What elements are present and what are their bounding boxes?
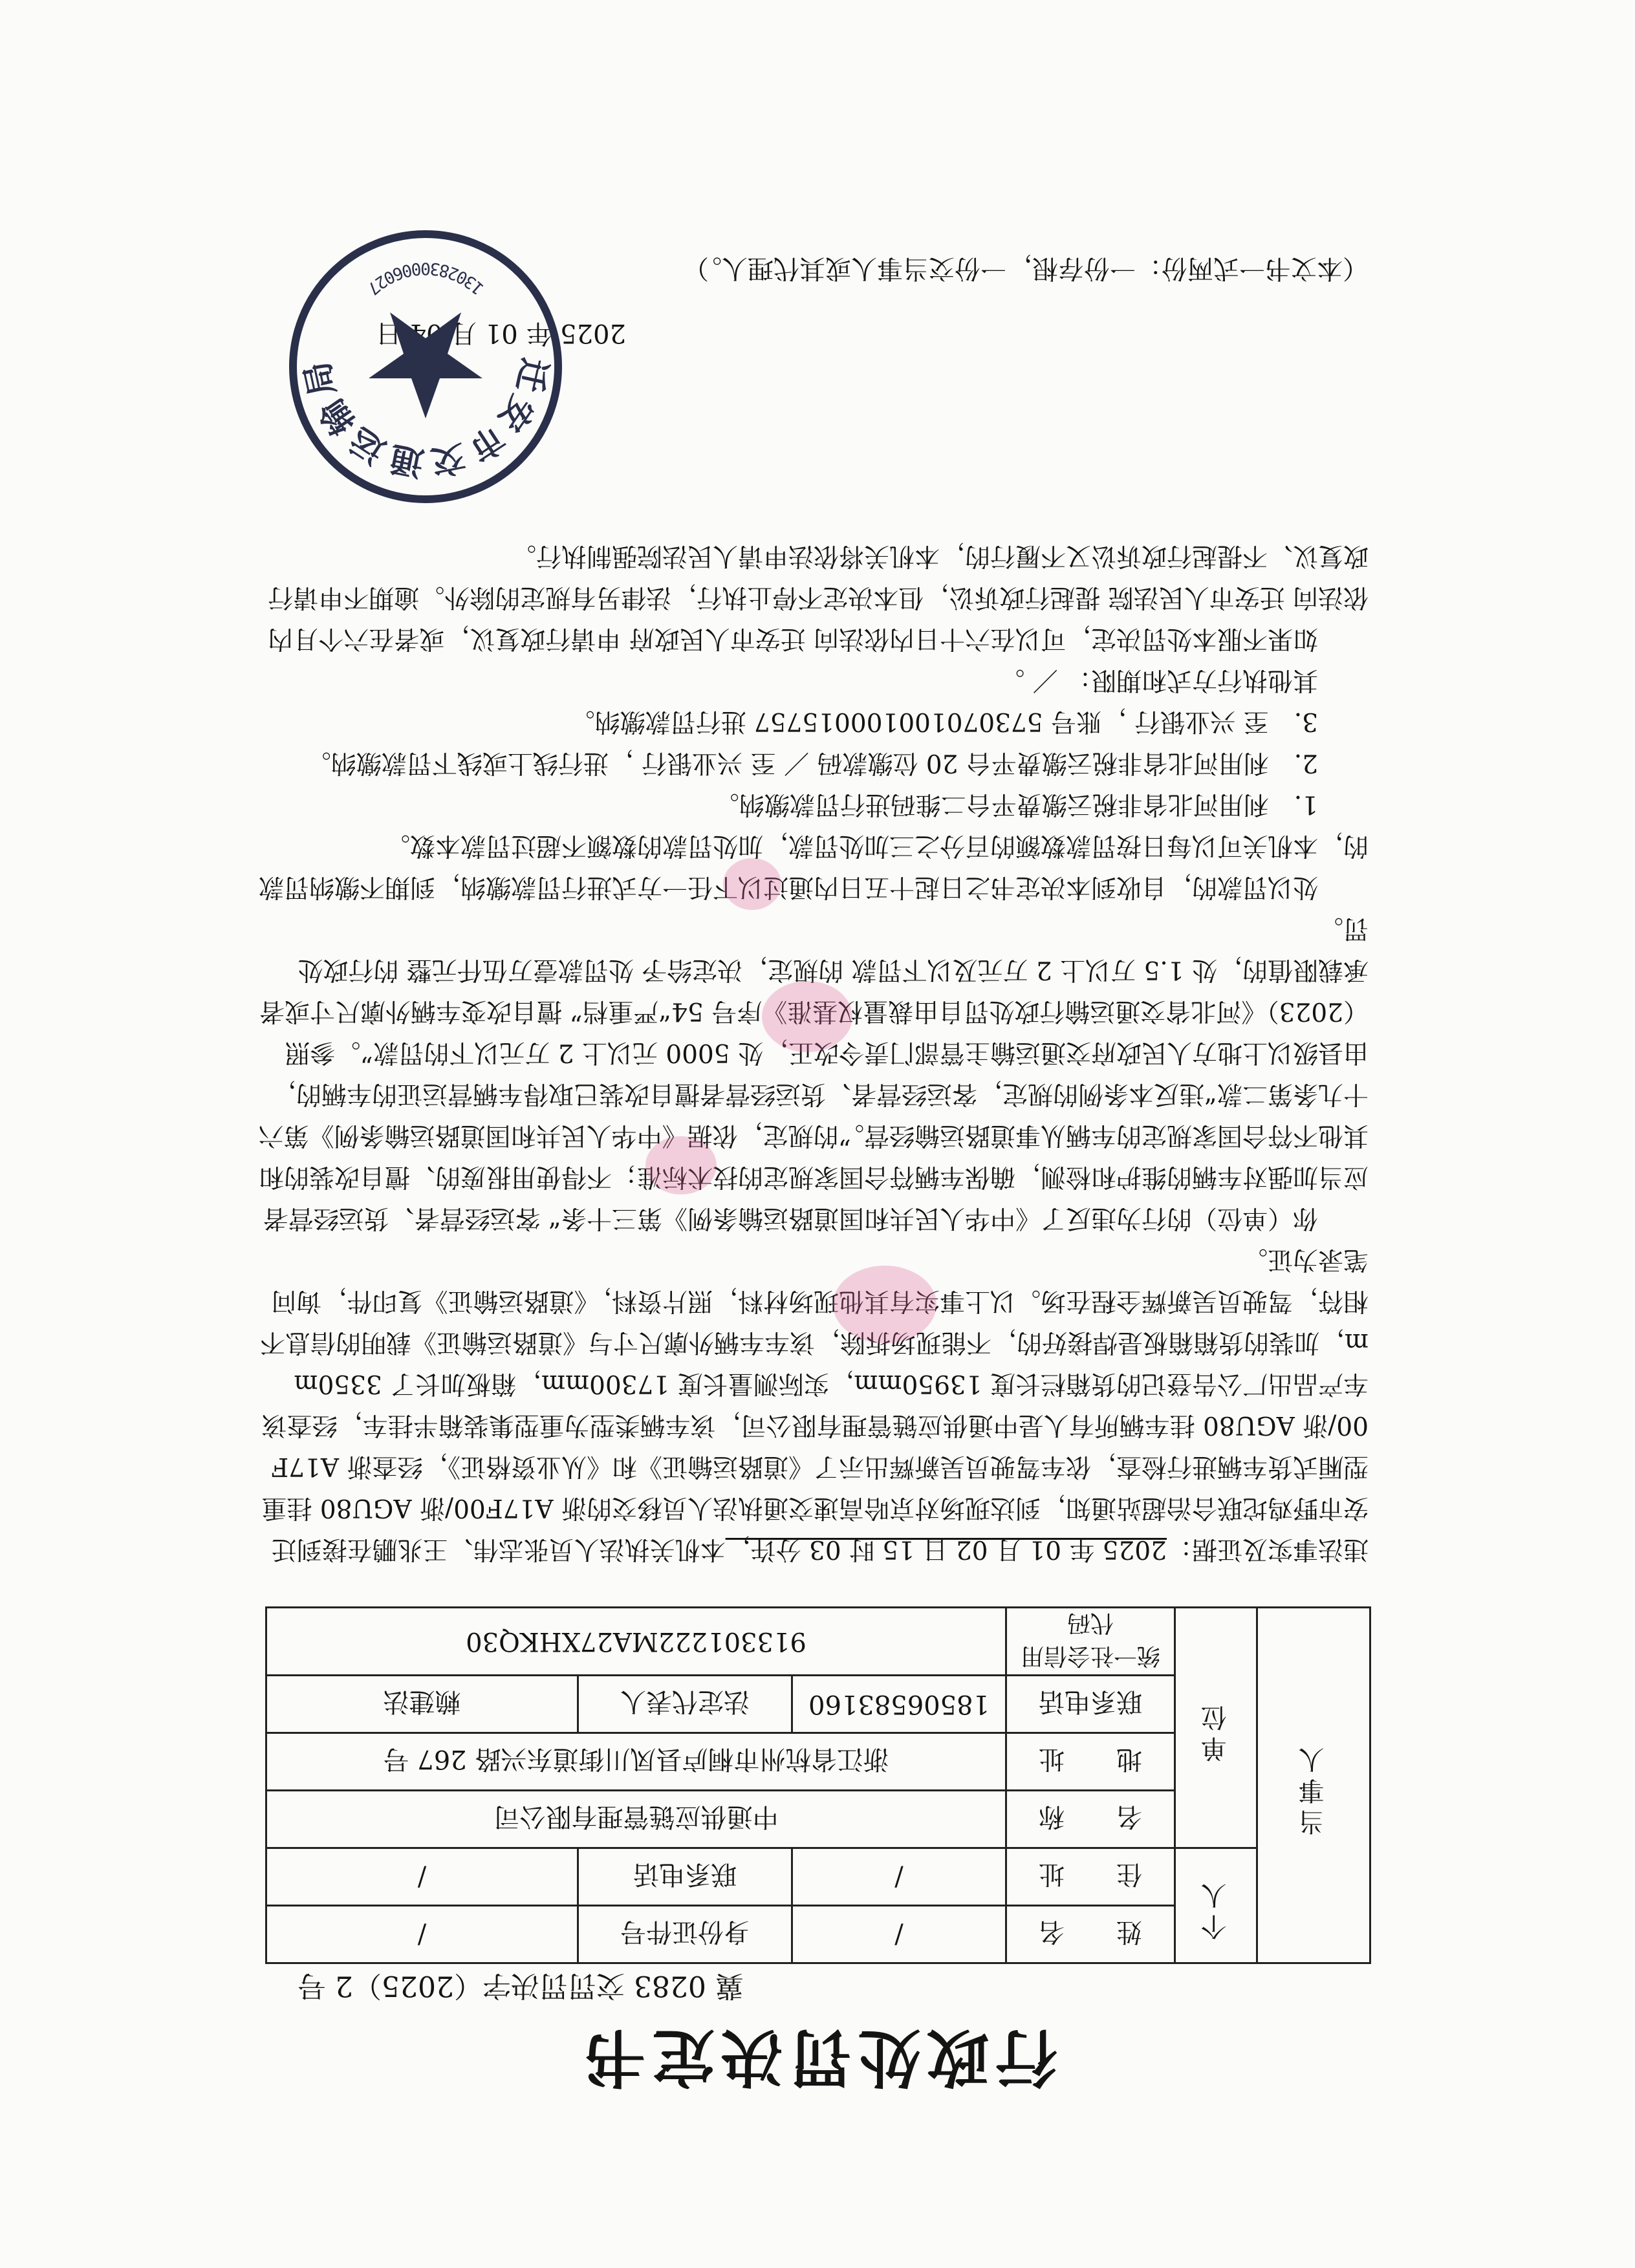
appeal-paragraph: 如果不服本处罚决定，可以在六十日内依法向 迁安市人民政府 申请行政复议，或者在六个月内依法向 迁安市人民法院 提起行政诉讼，但本决定不停止执行，法律另有规定的除外。逾期不申请行政复议、不提起行政诉讼又不履行的，本机关将依法申请人民法院强制执行。	[268, 541, 1369, 653]
other-method: 其他执行方式和期限： ／ 。	[999, 665, 1318, 695]
unit-label-cell	[1175, 1608, 1257, 1848]
individual-label: 个人	[1201, 1878, 1231, 1940]
ind-phone-label: 联系电话	[578, 1848, 792, 1906]
ind-id-label: 身份证件号	[578, 1906, 792, 1963]
party-label: 当事人	[1299, 1742, 1328, 1835]
payment-paragraph: 处以罚款的，自收到本决定书之日起十五日内通过以下任一方式进行罚款缴纳，到期不缴纳罚款的，本机关可以每日按罚款数额的百分之三加处罚款，加处罚款的数额不超过罚款本数。	[258, 831, 1369, 902]
seal-number: 1302830006027	[363, 258, 488, 299]
payment-option-3: 3. 至 兴业银行 ，账号 573070100100015757 进行罚款缴纳。	[569, 707, 1318, 736]
ind-address-value: /	[792, 1848, 1006, 1906]
footnote: （本文书一式两份：一份存根，一份交当事人或其代理人。）	[683, 254, 1369, 283]
seal-text: 迁安市交通运输局	[296, 354, 555, 483]
document-body	[256, 535, 1369, 1570]
ink-stain	[762, 981, 852, 1052]
official-seal-icon	[277, 218, 574, 515]
individual-label-cell	[1175, 1848, 1257, 1963]
unit-name-label: 名 称	[1006, 1791, 1175, 1848]
payment-option-1: 1. 利用河北省非税云缴费平台二维码进行罚款缴纳。	[713, 790, 1318, 819]
ink-stain	[833, 1266, 937, 1343]
case-number: 冀 0283 交罚罚决字（2025）2 号	[298, 1969, 744, 2002]
unit-phone-value: 18506583160	[792, 1676, 1006, 1733]
issue-date: 2025 年 01 月 04 日	[375, 318, 626, 348]
facts-paragraph	[256, 1238, 1369, 1570]
seal-star	[369, 312, 482, 418]
unit-label: 单位	[1201, 1700, 1231, 1762]
unit-legal-rep-label: 法定代表人	[578, 1676, 792, 1733]
party-info-table	[265, 1606, 1371, 1964]
unit-credit-code-label: 统一社会信用代码	[1006, 1608, 1175, 1676]
ind-name-value: /	[792, 1906, 1006, 1963]
violation-paragraph: 你（单位）的行为违反了《中华人民共和国道路运输条例》第三十条“ 客运经营者、货运经营者应当加强对车辆的维护和检测，确保车辆符合国家规定的技术标准；不得使用报废的、擅自改装的和其他不符合国家规定的车辆从事道路运输经营。”的规定，依据《中华人民共和国道路运输条例》第六十九条第二款“违反本条例的规定，客运经营者、货运经营者擅自改装已取得车辆营运证的车辆的，由县级以上地方人民政府交通运输主管部门责令改正，处 5000 元以上 2 万元以下的罚款”。参照（2023）《河北省交通运输行政处罚自由裁量权基准》序号 54“严重档” 擅自改变车辆外廓尺寸或者承载限值的，处 1.5 万以上 2 万元及以下罚款 的规定，决定给予 处罚款壹万伍仟元整 的行政处罚。	[258, 914, 1369, 1233]
facts-text: 本机关执法人员张志伟、王兆鹏在接到迁安市野鸡坨联合治超站通知，到达现场对京哈高速交通执法人员移交的浙 A17F00/浙 AGU80 挂重型厢式货车辆进行检查，依车驾驶员吴新辉出示了《道路运输证》和《从业资格证》，经查浙 A17F00/浙 AGU80 挂车辆所有人是中通供应链管理有限公司，该车辆类型为重型集装箱半挂车，经查该车产品出厂公告登记的货箱栏长度 13950mm，实际测量长度 17300mm，箱板加长了 3350mm，加装的货箱箱板是焊接好的，不能现场拆除，该车车辆外廓尺寸与《道路运输证》载明的信息不相符，驾驶员吴新辉全程在场。以上事实有其他现场材料，照片资料，《道路运输证》复印件，询问笔录为证。	[260, 1245, 1369, 1564]
ink-stain	[723, 858, 781, 910]
payment-option-2: 2. 利用河北省非税云缴费平台 20 位缴款码 ／ 至 兴业银行 ，进行线上或线下罚款缴纳。	[305, 748, 1318, 777]
ind-phone-value: /	[266, 1848, 578, 1906]
ind-id-value: /	[266, 1906, 578, 1963]
party-label-cell	[1257, 1608, 1370, 1963]
ind-name-label: 姓 名	[1006, 1906, 1175, 1963]
document-title: 行政处罚决定书	[578, 2021, 1057, 2094]
ind-address-label: 住 址	[1006, 1848, 1175, 1906]
unit-name-value: 中通供应链管理有限公司	[266, 1791, 1006, 1848]
unit-credit-code-value: 913301222MA27XHKQ30	[266, 1608, 1006, 1676]
unit-phone-label: 联系电话	[1006, 1676, 1175, 1733]
facts-label: 违法事实及证据：	[1166, 1535, 1369, 1564]
unit-address-value: 浙江省杭州市桐庐县凤川街道东兴路 267 号	[266, 1733, 1006, 1791]
facts-time: 2025 年 01 月 02 日 15 时 03 分许，	[725, 1535, 1167, 1564]
ink-stain	[645, 1136, 717, 1194]
unit-legal-rep-value: 赖建法	[266, 1676, 578, 1733]
unit-address-label: 地 址	[1006, 1733, 1175, 1791]
